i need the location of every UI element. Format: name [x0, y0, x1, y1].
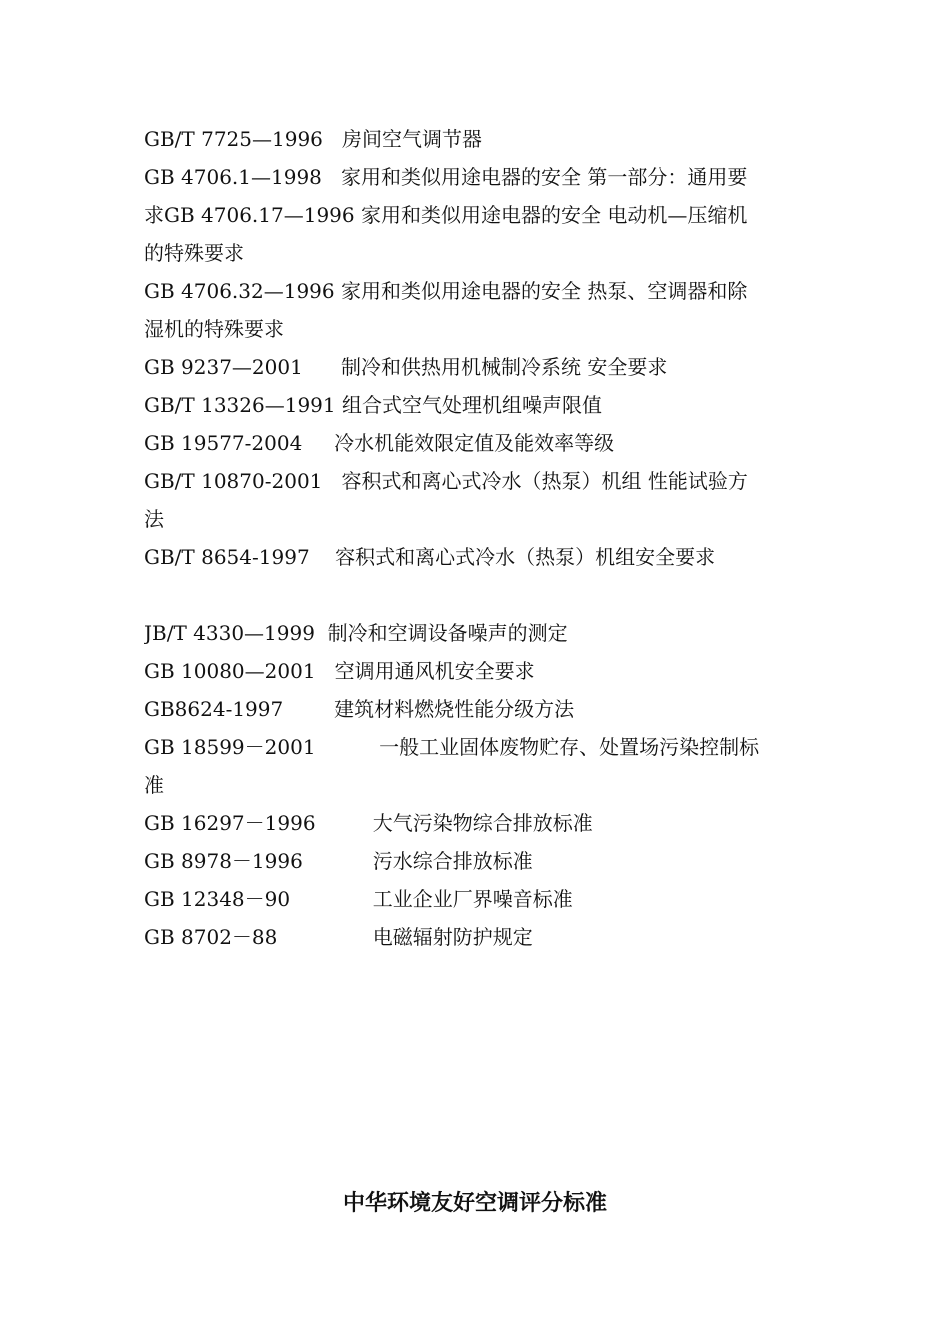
standard-line: GB/T 13326—1991 组合式空气处理机组噪声限值 [144, 393, 602, 417]
standard-line: GB/T 8654-1997 容积式和离心式冷水（热泵）机组安全要求 [144, 545, 716, 569]
blank-line [144, 576, 808, 614]
standard-line: GB 19577-2004 冷水机能效限定值及能效率等级 [144, 431, 615, 455]
standard-line: GB 4706.32—1996 家用和类似用途电器的安全 热泵、空调器和除 [144, 279, 748, 303]
standard-line: GB/T 10870-2001 容积式和离心式冷水（热泵）机组 性能试验方 [144, 469, 748, 493]
standard-line: 求GB 4706.17—1996 家用和类似用途电器的安全 电动机—压缩机 [144, 203, 748, 227]
standard-line: 准 [144, 773, 164, 797]
standard-line: GB 4706.1—1998 家用和类似用途电器的安全 第一部分：通用要 [144, 165, 748, 189]
standard-line: 湿机的特殊要求 [144, 317, 284, 341]
standard-line: GB 10080—2001 空调用通风机安全要求 [144, 659, 535, 683]
standard-line: JB/T 4330—1999 制冷和空调设备噪声的测定 [144, 621, 568, 645]
standard-line: GB 12348－90 工业企业厂界噪音标准 [144, 887, 573, 911]
standard-line: GB 16297－1996 大气污染物综合排放标准 [144, 811, 593, 835]
standards-list [144, 120, 808, 956]
standard-line: GB8624-1997 建筑材料燃烧性能分级方法 [144, 697, 575, 721]
standard-line: 的特殊要求 [144, 241, 244, 265]
standard-line: GB 8978－1996 污水综合排放标准 [144, 849, 533, 873]
standard-line: GB 9237—2001 制冷和供热用机械制冷系统 安全要求 [144, 355, 668, 379]
standard-line: GB 8702－88 电磁辐射防护规定 [144, 925, 533, 949]
standard-line: GB 18599－2001 一般工业固体废物贮存、处置场污染控制标 [144, 735, 760, 759]
section-heading: 中华环境友好空调评分标准 [342, 1190, 607, 1216]
standard-line: 法 [144, 507, 164, 531]
standard-line: GB/T 7725—1996 房间空气调节器 [144, 127, 482, 151]
